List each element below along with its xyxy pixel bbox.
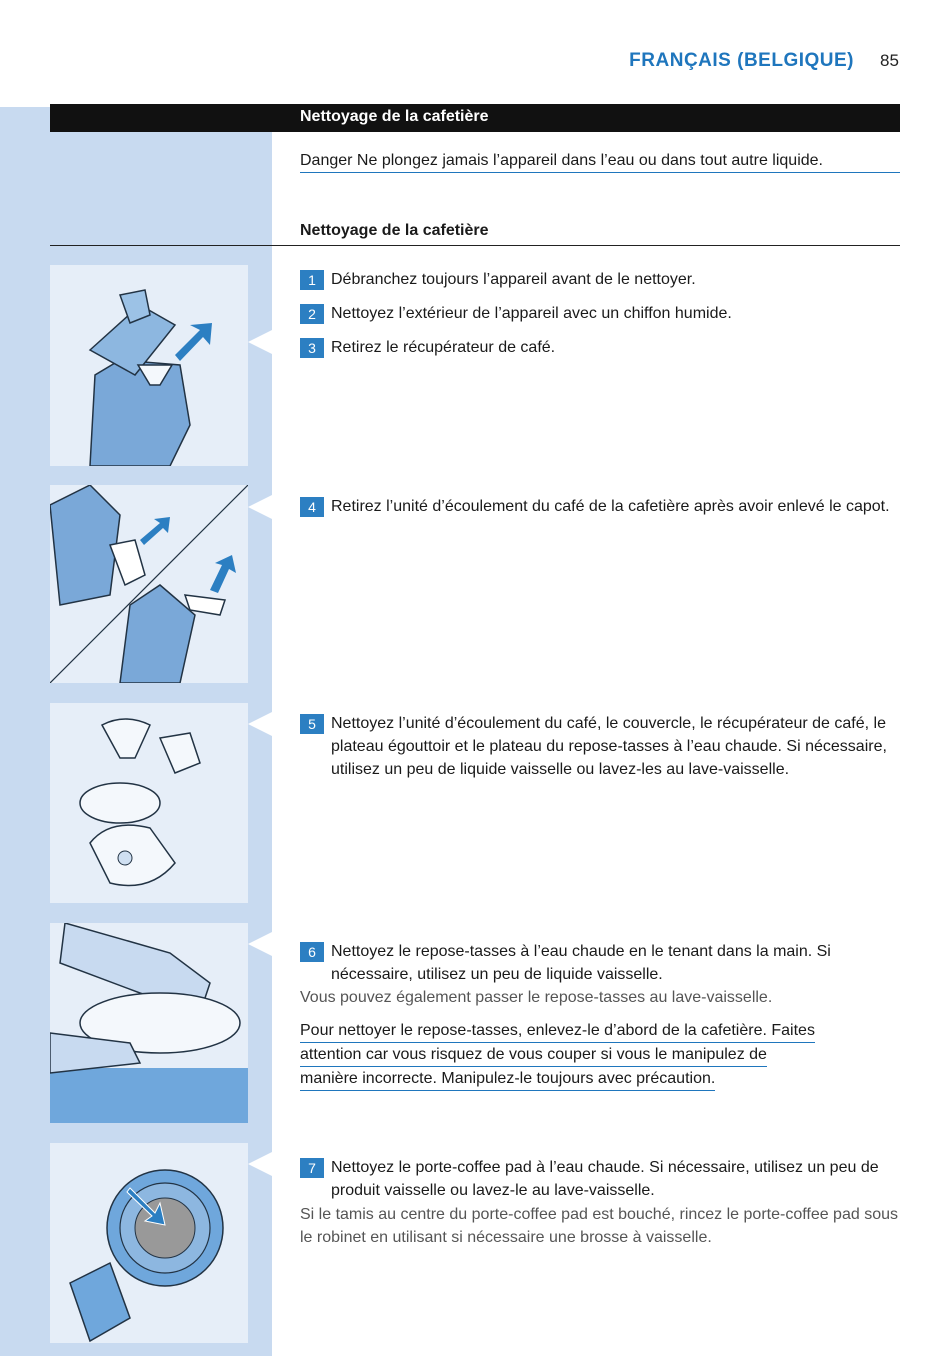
warning-line: Pour nettoyer le repose-tasses, enlevez-le d’abord de la cafetière. Faites bbox=[300, 1019, 815, 1043]
header-language: FRANÇAIS (BELGIQUE) bbox=[629, 50, 854, 71]
coffee-maker-icon bbox=[50, 265, 248, 466]
step-text: Nettoyez l’extérieur de l’appareil avec un chiffon humide. bbox=[331, 305, 732, 322]
step-6 bbox=[300, 940, 900, 986]
warning-line: attention car vous risquez de vous couper si vous le manipulez de bbox=[300, 1043, 767, 1067]
step-number: 5 bbox=[300, 714, 324, 734]
step-text: Nettoyez l’unité d’écoulement du café, le couvercle, le récupérateur de café, le plateau égouttoir et le plateau du repose-tasses à l’eau chaude. Si nécessaire, utilisez un peu de liquide vaisselle ou lavez-les au lave-vaisselle. bbox=[331, 715, 887, 778]
illustration-washable-parts bbox=[50, 703, 248, 903]
step-1 bbox=[300, 268, 900, 291]
illustration-remove-outlet bbox=[50, 485, 248, 683]
step-text: Nettoyez le repose-tasses à l’eau chaude en le tenant dans la main. Si nécessaire, utilisez un peu de liquide vaisselle. bbox=[331, 943, 831, 983]
parts-icon bbox=[50, 703, 248, 903]
step-number: 2 bbox=[300, 304, 324, 324]
pad-holder-icon bbox=[50, 1143, 248, 1343]
step-number: 7 bbox=[300, 1158, 324, 1178]
step-number: 4 bbox=[300, 497, 324, 517]
pointer-3 bbox=[248, 712, 272, 736]
step-text: Retirez l’unité d’écoulement du café de la cafetière après avoir enlevé le capot. bbox=[331, 498, 890, 515]
step-number: 6 bbox=[300, 942, 324, 962]
step-text: Nettoyez le porte-coffee pad à l’eau chaude. Si nécessaire, utilisez un peu de produit vaisselle ou lavez-le au lave-vaisselle. bbox=[331, 1159, 879, 1199]
step-text: Débranchez toujours l’appareil avant de le nettoyer. bbox=[331, 271, 696, 288]
subheading: Nettoyage de la cafetière bbox=[300, 222, 489, 239]
pointer-4 bbox=[248, 932, 272, 956]
section-title: Nettoyage de la cafetière bbox=[300, 108, 489, 125]
divider bbox=[50, 245, 900, 246]
step-3 bbox=[300, 336, 900, 359]
illustration-hand-wash bbox=[50, 923, 248, 1123]
step-6-warning bbox=[300, 1019, 904, 1091]
step-5 bbox=[300, 712, 900, 781]
pointer-1 bbox=[248, 330, 272, 354]
step-text: Retirez le récupérateur de café. bbox=[331, 339, 556, 356]
step-6-note: Vous pouvez également passer le repose-tasses au lave-vaisselle. bbox=[300, 989, 773, 1006]
illustration-remove-funnel bbox=[50, 265, 248, 466]
step-7-note: Si le tamis au centre du porte-coffee pad est bouché, rincez le porte-coffee pad sous le robinet en utilisant si nécessaire une brosse à vaisselle. bbox=[300, 1206, 898, 1246]
step-number: 1 bbox=[300, 270, 324, 290]
section-bar bbox=[50, 104, 900, 132]
page-number: 85 bbox=[880, 51, 899, 70]
warning-line: manière incorrecte. Manipulez-le toujours avec précaution. bbox=[300, 1067, 715, 1091]
hand-washing-icon bbox=[50, 923, 248, 1123]
outlet-unit-icon bbox=[50, 485, 248, 683]
pointer-5 bbox=[248, 1152, 272, 1176]
step-2 bbox=[300, 302, 900, 325]
illustration-pad-holder bbox=[50, 1143, 248, 1343]
step-number: 3 bbox=[300, 338, 324, 358]
step-7 bbox=[300, 1156, 900, 1202]
pointer-2 bbox=[248, 495, 272, 519]
danger-warning: Danger Ne plongez jamais l’appareil dans l’eau ou dans tout autre liquide. bbox=[300, 152, 900, 173]
step-4 bbox=[300, 495, 900, 518]
